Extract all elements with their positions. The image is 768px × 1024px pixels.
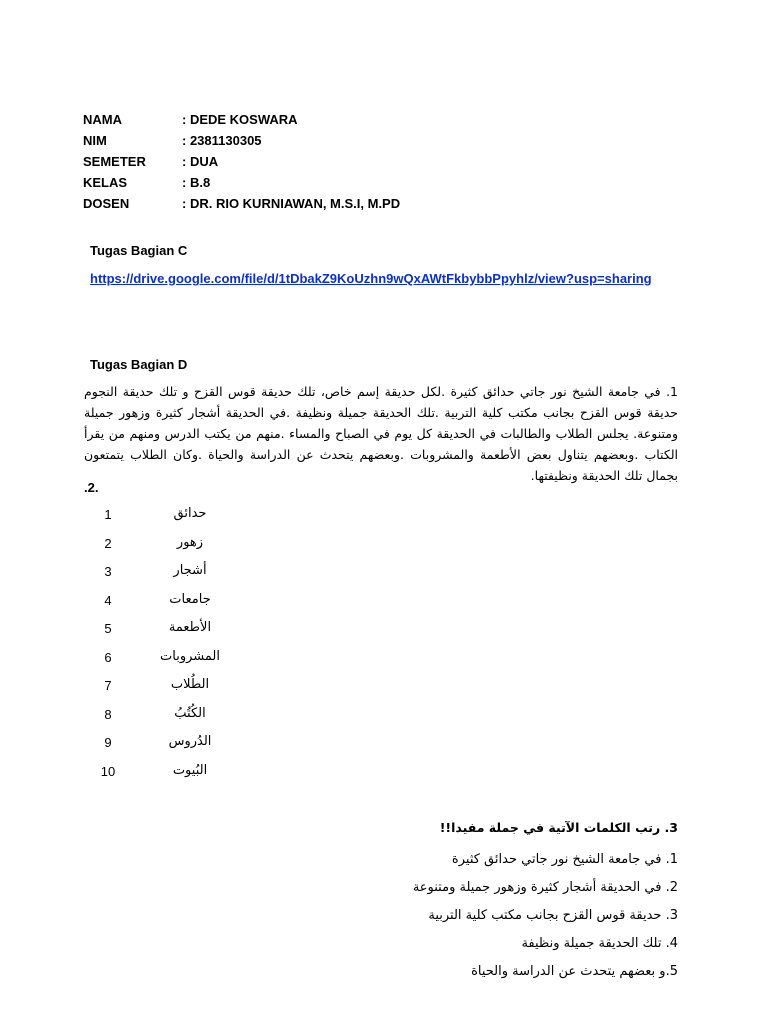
word-number: 10: [100, 763, 116, 779]
arabic-word: الدُروس: [168, 734, 212, 749]
arabic-word: أشجار: [173, 563, 207, 578]
list-item: [90, 646, 250, 675]
info-row-name: [83, 109, 400, 130]
arabic-word: البُيوت: [172, 762, 208, 778]
word-number: 4: [104, 592, 112, 608]
arabic-word: الأطعمة: [168, 620, 212, 635]
info-row-class: [83, 172, 400, 193]
info-label: SEMETER: [83, 154, 146, 169]
paragraph-text: 1. في جامعة الشيخ نور جاتي حدائق كثيرة .لكل حديقة إسم خاص، تلك حديقة قوس القزح و تلك حديقة النجوم حديقة قوس القزح بجانب مكتب كلية التربية .تلك الحديقة جميلة ونظيفة .في الحديقة أشجار كثيرة وزهور جميلة ومتنوعة. يجلس الطلاب والطالبات في الحديقة كل يوم في الصباح والمساء .منهم من يكتب الدرس ومنهم من يقرأ الكتاب .وبعضهم يتناول بعض الأطعمة والمشروبات .وبعضهم يتحدث عن الدراسة والحياة .وكان الطلاب يتمتعون بجمال تلك الحديقة ونظيفتها.: [84, 384, 678, 483]
word-number: 9: [104, 735, 112, 750]
info-row-lecturer: [83, 193, 400, 214]
info-label: KELAS: [83, 175, 128, 190]
word-number: 6: [104, 649, 112, 665]
list-item: [90, 703, 250, 732]
info-value: : B.8: [182, 175, 211, 190]
item-3-title: 3. رتب الكلمات الآتية في جملة مفيدا!!: [439, 820, 678, 835]
list-item: [90, 560, 250, 589]
answer-item: 1. في جامعة الشيخ نور جاتي حدائق كثيرة: [451, 852, 678, 867]
arabic-word: الطُلاب: [170, 677, 210, 692]
info-label: NAMA: [83, 112, 122, 127]
arabic-paragraph: [84, 381, 678, 486]
word-number: 8: [104, 706, 112, 722]
list-item: [90, 503, 250, 532]
list-item: [90, 674, 250, 703]
answer-item: 2. في الحديقة أشجار كثيرة وزهور جميلة ومتنوعة: [412, 880, 678, 895]
arabic-word: حدائق: [173, 506, 207, 521]
list-item: [90, 760, 250, 789]
section-d-title: Tugas Bagian D: [90, 357, 188, 372]
answer-item: 3. حديقة قوس القزح بجانب مكتب كلية التربية: [428, 908, 678, 923]
info-value: : DR. RIO KURNIAWAN, M.S.I, M.PD: [182, 196, 401, 211]
info-label: NIM: [83, 133, 107, 148]
word-number: 7: [104, 678, 112, 693]
list-item: [90, 532, 250, 561]
info-value: : 2381130305: [182, 133, 262, 148]
info-row-nim: [83, 130, 400, 151]
word-list: [90, 503, 250, 788]
section-c-title: Tugas Bagian C: [90, 243, 188, 258]
arabic-word: جامعات: [169, 591, 211, 607]
list-item: [90, 589, 250, 618]
word-number: 5: [104, 621, 112, 636]
answer-list: [258, 848, 678, 988]
word-number: 2: [104, 535, 112, 551]
arabic-word: زهور: [176, 534, 204, 550]
info-value: : DUA: [182, 154, 219, 169]
list-item: [90, 617, 250, 646]
info-row-semester: [83, 151, 400, 172]
arabic-word: الكُتُبُ: [174, 705, 206, 721]
info-value: : DEDE KOSWARA: [182, 112, 298, 127]
word-number: 3: [104, 564, 112, 579]
word-number: 1: [104, 507, 112, 522]
answer-item: 4. تلك الحديقة جميلة ونظيفة: [521, 936, 678, 951]
item-2-label: .2.: [84, 480, 99, 495]
student-info: [83, 109, 400, 214]
info-label: DOSEN: [83, 196, 130, 211]
drive-link[interactable]: https://drive.google.com/file/d/1tDbakZ9KoUzhn9wQxAWtFkbybbPpyhlz/view?usp=sharing: [90, 271, 652, 286]
answer-item: 5.و بعضهم يتحدث عن الدراسة والحياة: [471, 964, 678, 979]
arabic-word: المشروبات: [160, 648, 220, 664]
list-item: [90, 731, 250, 760]
